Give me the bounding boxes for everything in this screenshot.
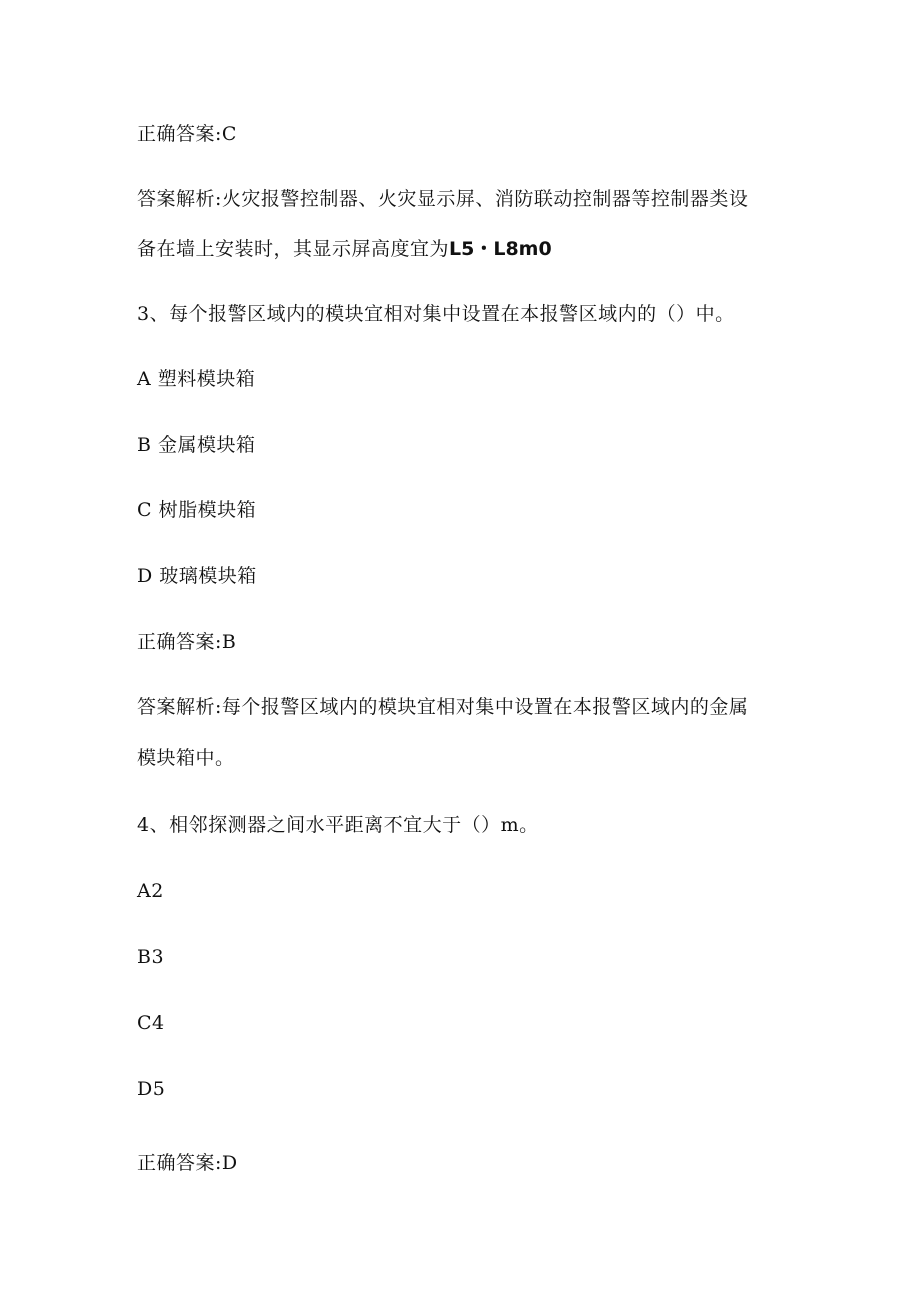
q2-correct-answer: 正确答案:C bbox=[137, 123, 237, 145]
q2-explanation-line1: 答案解析:火灾报警控制器、火灾显示屏、消防联动控制器等控制器类设 bbox=[137, 188, 749, 210]
q3-explanation-line1: 答案解析:每个报警区域内的模块宜相对集中设置在本报警区域内的金属 bbox=[137, 696, 749, 718]
q4-option-d: D5 bbox=[137, 1078, 166, 1100]
q3-option-b: B 金属模块箱 bbox=[137, 434, 256, 456]
q3-explanation-line2: 模块箱中。 bbox=[137, 747, 235, 769]
q4-correct-answer: 正确答案:D bbox=[137, 1152, 238, 1174]
q3-option-c: C 树脂模块箱 bbox=[137, 499, 257, 521]
q4-question: 4、相邻探测器之间水平距离不宜大于（）m。 bbox=[137, 814, 539, 836]
q3-correct-answer: 正确答案:B bbox=[137, 631, 237, 653]
q4-option-a: A2 bbox=[137, 880, 164, 902]
q3-question: 3、每个报警区域内的模块宜相对集中设置在本报警区域内的（）中。 bbox=[137, 303, 735, 325]
q4-option-b: B3 bbox=[137, 946, 165, 968]
q2-explanation-line2-prefix: 备在墙上安装时，其显示屏高度宜为 bbox=[137, 238, 450, 260]
q2-explanation-line2 bbox=[137, 236, 552, 262]
q3-option-d: D 玻璃模块箱 bbox=[137, 565, 257, 587]
q4-option-c: C4 bbox=[137, 1012, 165, 1034]
q2-explanation-line2-value: L5・L8m0 bbox=[449, 238, 552, 260]
q3-option-a: A 塑料模块箱 bbox=[137, 368, 256, 390]
